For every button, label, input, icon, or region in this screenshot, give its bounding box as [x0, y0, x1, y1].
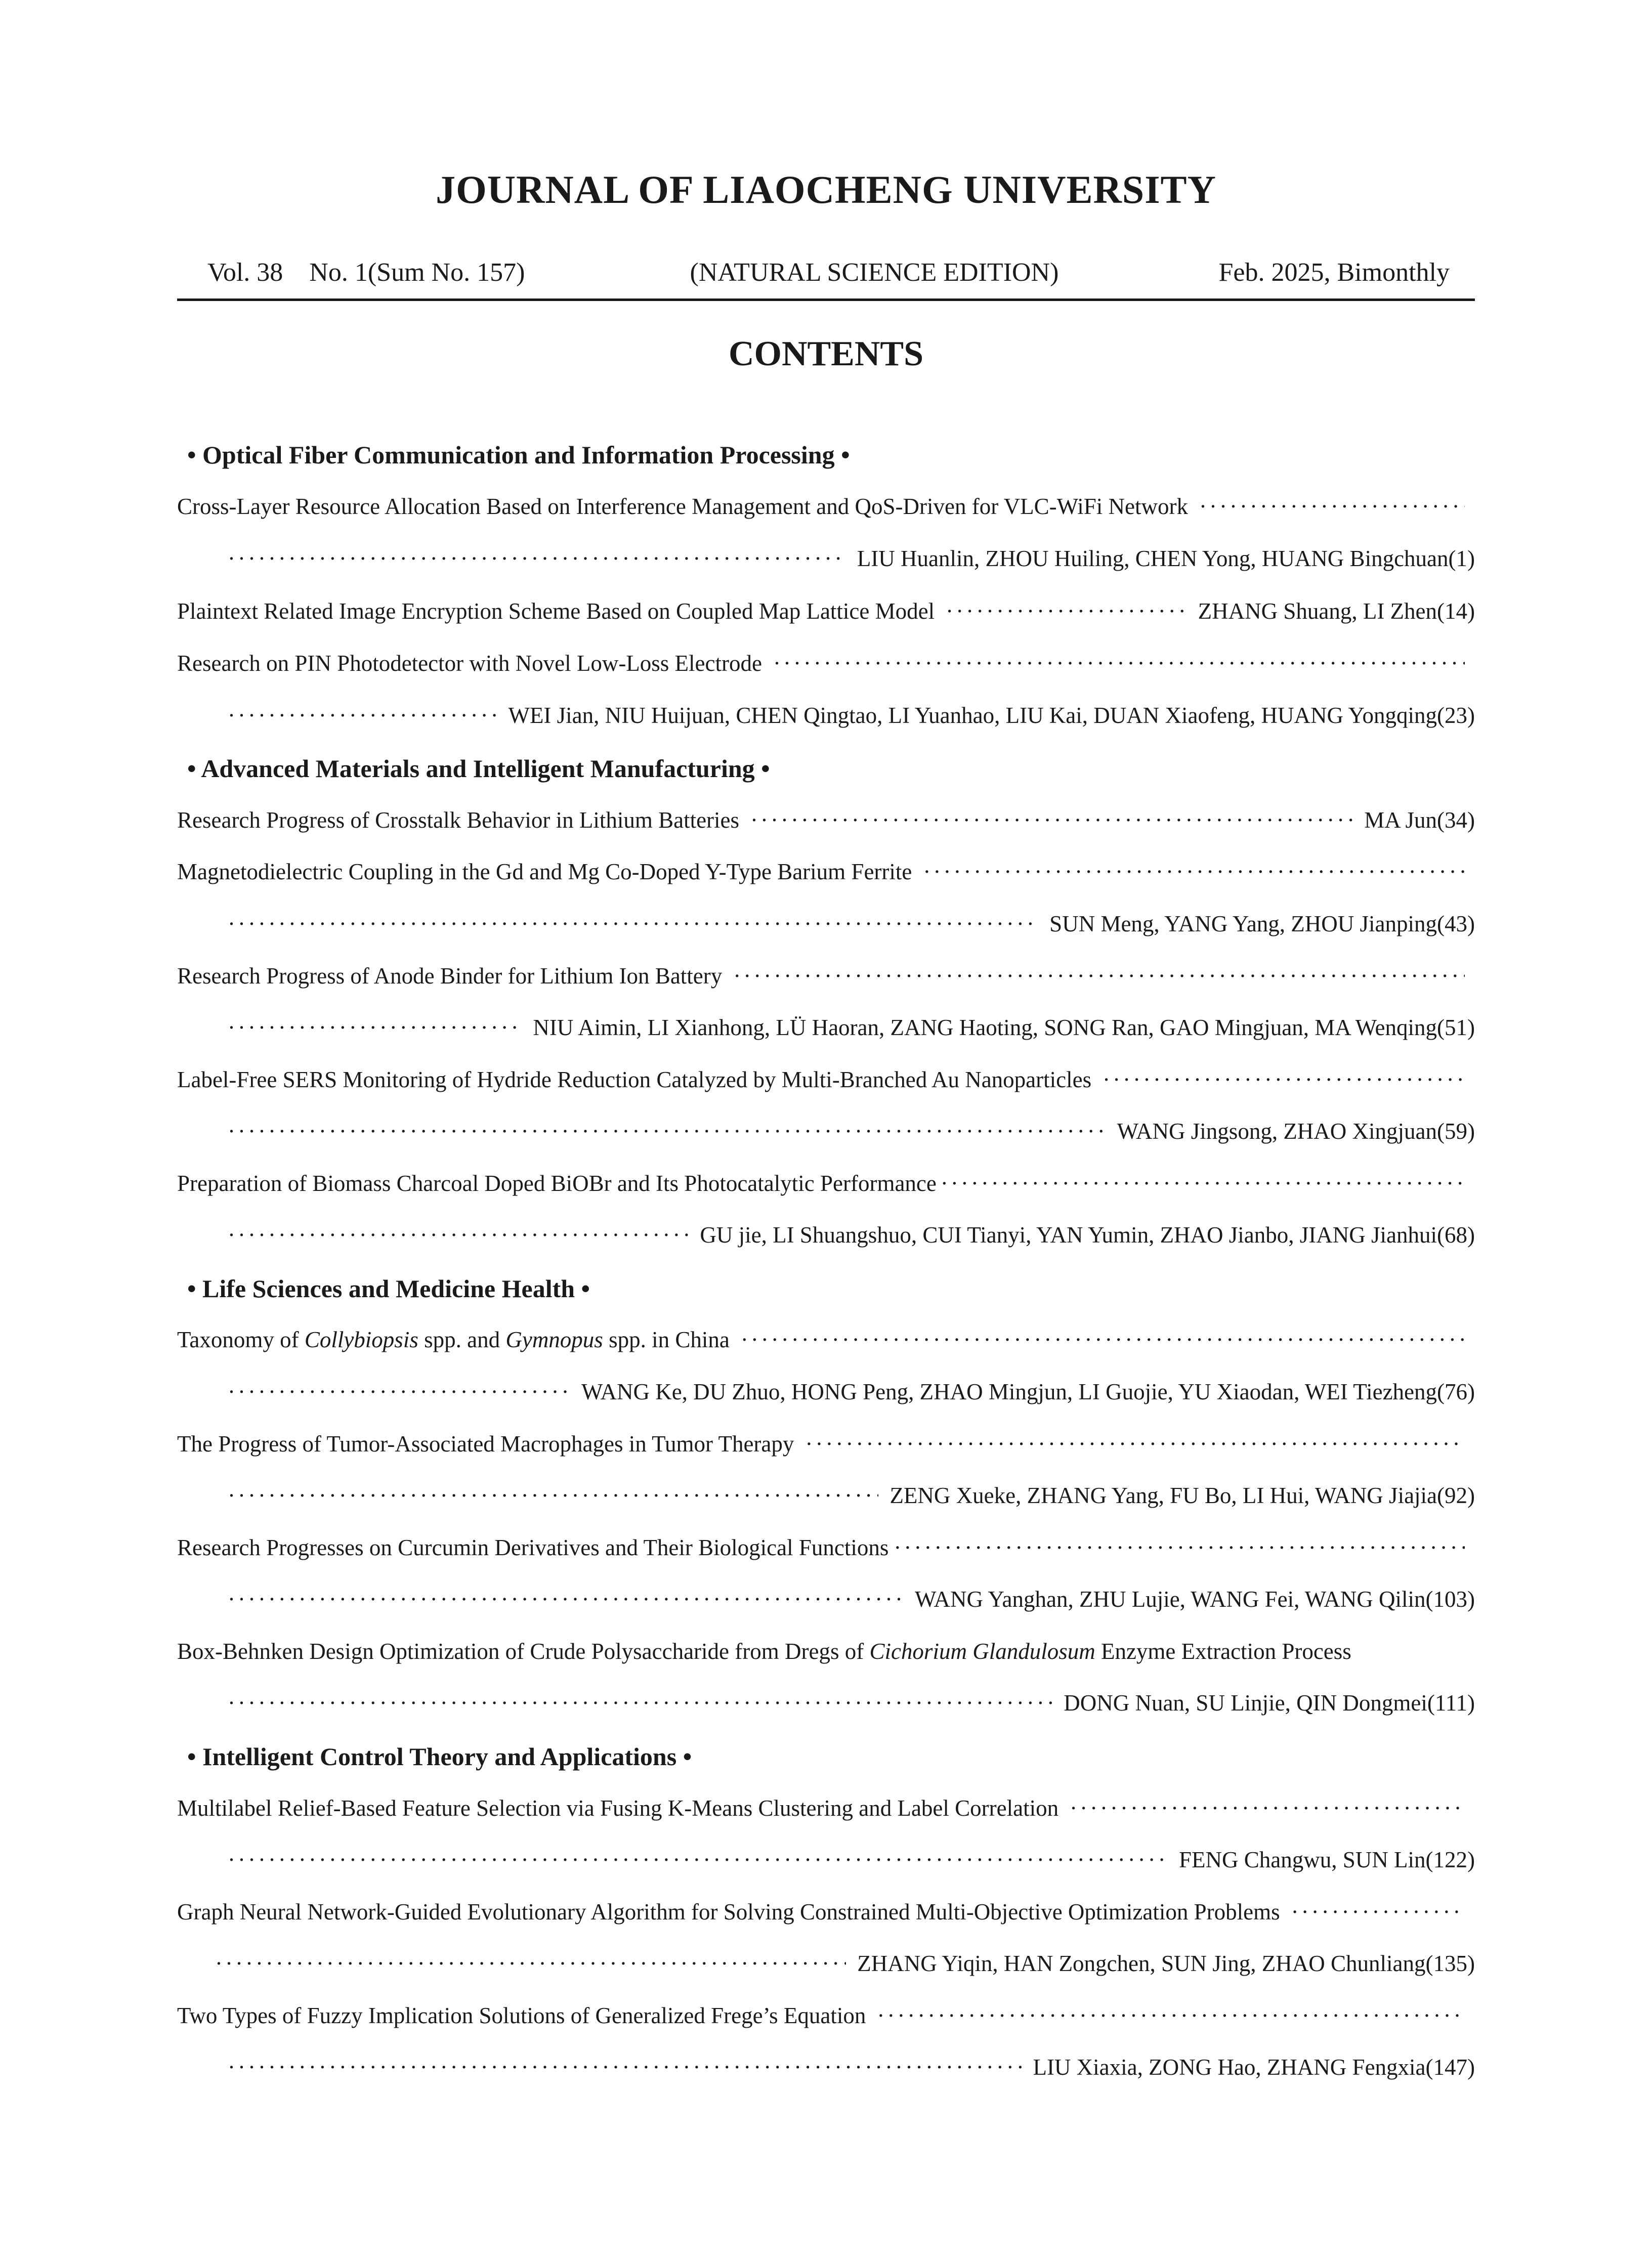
issue-date: Feb. 2025, Bimonthly: [1218, 258, 1450, 287]
article-authors: WANG Yanghan, ZHU Lujie, WANG Fei, WANG Qilin(103): [914, 1587, 1475, 1612]
article-title: Research Progress of Crosstalk Behavior in Lithium Batteries: [177, 807, 740, 833]
toc-entry-title-line[interactable]: [177, 1638, 1475, 1674]
toc-entry-title-line[interactable]: [177, 493, 1475, 529]
article-authors: WEI Jian, NIU Huijuan, CHEN Qingtao, LI Yuanhao, LIU Kai, DUAN Xiaofeng, HUANG Yongqing(23): [508, 703, 1475, 728]
leader-dots: [228, 1586, 904, 1612]
article-authors: ZHANG Yiqin, HAN Zongchen, SUN Jing, ZHAO Chunliang(135): [857, 1951, 1475, 1976]
article-authors: ZHANG Shuang, LI Zhen(14): [1198, 599, 1475, 624]
article-authors: NIU Aimin, LI Xianhong, LÜ Haoran, ZANG Haoting, SONG Ran, GAO Mingjuan, MA Wenqing(51): [533, 1015, 1475, 1040]
leader-dots: [946, 598, 1187, 624]
leader-dots: [228, 1014, 522, 1041]
leader-dots: [1291, 1899, 1465, 1925]
leader-dots: [228, 1222, 689, 1248]
article-authors: SUN Meng, YANG Yang, ZHOU Jianping(43): [1049, 911, 1475, 936]
toc-entry-author-line[interactable]: [177, 1847, 1475, 1882]
edition-label: (NATURAL SCIENCE EDITION): [690, 258, 1059, 287]
toc-entry-author-line[interactable]: [177, 545, 1475, 581]
toc-entry-author-line[interactable]: [177, 2054, 1475, 2089]
leader-dots: [228, 1118, 1106, 1144]
leader-dots: [1070, 1795, 1465, 1821]
leader-dots: [773, 650, 1465, 676]
toc-entry[interactable]: [177, 807, 1475, 842]
article-authors: MA Jun(34): [1364, 807, 1475, 833]
article-authors: DONG Nuan, SU Linjie, QIN Dongmei(111): [1064, 1690, 1475, 1716]
leader-dots: [923, 859, 1465, 885]
leader-dots: [228, 1847, 1168, 1873]
article-title: Plaintext Related Image Encryption Scheme Based on Coupled Map Lattice Model: [177, 599, 935, 624]
article-title: [177, 1327, 730, 1353]
section-heading: • Optical Fiber Communication and Information Processing •: [187, 441, 850, 469]
title-text: Taxonomy of: [177, 1327, 305, 1352]
toc-entry-title-line[interactable]: [177, 1431, 1465, 1466]
toc-entry-title-line[interactable]: [177, 650, 1465, 686]
toc-entry-author-line[interactable]: [177, 1482, 1475, 1518]
article-title: Graph Neural Network-Guided Evolutionary Algorithm for Solving Constrained Multi-Objective Optimization Problems: [177, 1899, 1280, 1925]
leader-dots: [228, 911, 1038, 937]
title-text: Box-Behnken Design Optimization of Crude Polysaccharide from Dregs of: [177, 1639, 870, 1664]
leader-dots: [228, 1690, 1052, 1716]
toc-entry-author-line[interactable]: [177, 1586, 1475, 1621]
section-heading: • Intelligent Control Theory and Applications •: [187, 1742, 692, 1771]
section-heading: • Advanced Materials and Intelligent Manufacturing •: [187, 754, 770, 783]
leader-dots: [228, 545, 846, 572]
leader-dots: [941, 1170, 1465, 1197]
toc-entry-title-line[interactable]: [177, 1899, 1465, 1934]
toc-entry-author-line[interactable]: [177, 1950, 1475, 1986]
leader-dots: [1103, 1066, 1465, 1093]
toc-entry[interactable]: [177, 598, 1475, 633]
species-name: Collybiopsis: [304, 1327, 418, 1352]
section-heading: • Life Sciences and Medicine Health •: [187, 1274, 590, 1303]
toc-entry-author-line[interactable]: [177, 1690, 1475, 1725]
article-title: Research Progresses on Curcumin Derivatives and Their Biological Functions: [177, 1535, 889, 1560]
toc-entry-title-line[interactable]: [177, 1327, 1465, 1362]
contents-title: CONTENTS: [728, 334, 924, 373]
article-authors: ZENG Xueke, ZHANG Yang, FU Bo, LI Hui, WANG Jiajia(92): [889, 1483, 1475, 1508]
leader-dots: [894, 1534, 1465, 1561]
article-authors: FENG Changwu, SUN Lin(122): [1179, 1847, 1475, 1872]
journal-title: JOURNAL OF LIAOCHENG UNIVERSITY: [436, 167, 1216, 211]
article-title: Research on PIN Photodetector with Novel Low-Loss Electrode: [177, 651, 762, 676]
toc-entry-author-line[interactable]: [177, 702, 1475, 738]
leader-dots: [228, 702, 497, 729]
toc-entry-author-line[interactable]: [177, 1014, 1475, 1050]
leader-dots: [228, 2054, 1022, 2080]
title-text: spp. and: [418, 1327, 506, 1352]
leader-dots: [215, 1950, 846, 1977]
toc-entry-author-line[interactable]: [177, 1118, 1475, 1154]
leader-dots: [228, 1482, 878, 1509]
toc-entry-title-line[interactable]: [177, 1066, 1465, 1102]
article-title: Label-Free SERS Monitoring of Hydride Reduction Catalyzed by Multi-Branched Au Nanoparticles: [177, 1067, 1092, 1092]
species-name: Gymnopus: [505, 1327, 603, 1352]
article-title: Cross-Layer Resource Allocation Based on Interference Management and QoS-Driven for VLC-WiFi Network: [177, 494, 1189, 519]
article-title: Multilabel Relief-Based Feature Selection via Fusing K-Means Clustering and Label Correlation: [177, 1796, 1059, 1821]
article-title: The Progress of Tumor-Associated Macrophages in Tumor Therapy: [177, 1431, 794, 1457]
toc-entry-author-line[interactable]: [177, 911, 1475, 946]
toc-entry-author-line[interactable]: [177, 1222, 1475, 1257]
leader-dots: [750, 807, 1353, 833]
volume-issue: Vol. 38 No. 1(Sum No. 157): [207, 258, 525, 287]
article-authors: WANG Jingsong, ZHAO Xingjuan(59): [1117, 1119, 1475, 1144]
article-authors: GU jie, LI Shuangshuo, CUI Tianyi, YAN Yumin, ZHAO Jianbo, JIANG Jianhui(68): [700, 1222, 1475, 1248]
toc-entry-title-line[interactable]: [177, 1170, 1465, 1206]
article-authors: LIU Huanlin, ZHOU Huiling, CHEN Yong, HUANG Bingchuan(1): [857, 546, 1475, 571]
toc-entry-title-line[interactable]: [177, 963, 1465, 998]
toc-entry-author-line[interactable]: [177, 1379, 1475, 1414]
article-title: Two Types of Fuzzy Implication Solutions of Generalized Frege’s Equation: [177, 2003, 866, 2028]
toc-entry-title-line[interactable]: [177, 859, 1465, 894]
article-title: [177, 1638, 1351, 1664]
toc-entry-title-line[interactable]: [177, 2002, 1465, 2038]
toc-entry-title-line[interactable]: [177, 1795, 1465, 1830]
species-name: Cichorium Glandulosum: [869, 1639, 1095, 1664]
leader-dots: [741, 1327, 1465, 1353]
title-text: spp. in China: [603, 1327, 730, 1352]
leader-dots: [805, 1431, 1465, 1457]
article-title: Preparation of Biomass Charcoal Doped BiOBr and Its Photocatalytic Performance: [177, 1171, 937, 1196]
toc-entry-title-line[interactable]: [177, 1534, 1465, 1570]
title-text: Enzyme Extraction Process: [1095, 1639, 1351, 1664]
leader-dots: [228, 1379, 570, 1405]
article-authors: LIU Xiaxia, ZONG Hao, ZHANG Fengxia(147): [1033, 2055, 1475, 2080]
article-title: Magnetodielectric Coupling in the Gd and Mg Co-Doped Y-Type Barium Ferrite: [177, 859, 912, 884]
article-title: Research Progress of Anode Binder for Lithium Ion Battery: [177, 963, 723, 989]
leader-dots: [877, 2002, 1465, 2029]
header-rule: [177, 298, 1475, 301]
leader-dots: [733, 963, 1465, 989]
issue-line: [177, 252, 1475, 292]
article-authors: WANG Ke, DU Zhuo, HONG Peng, ZHAO Mingjun, LI Guojie, YU Xiaodan, WEI Tiezheng(76): [581, 1379, 1475, 1404]
leader-dots: [1199, 493, 1465, 520]
